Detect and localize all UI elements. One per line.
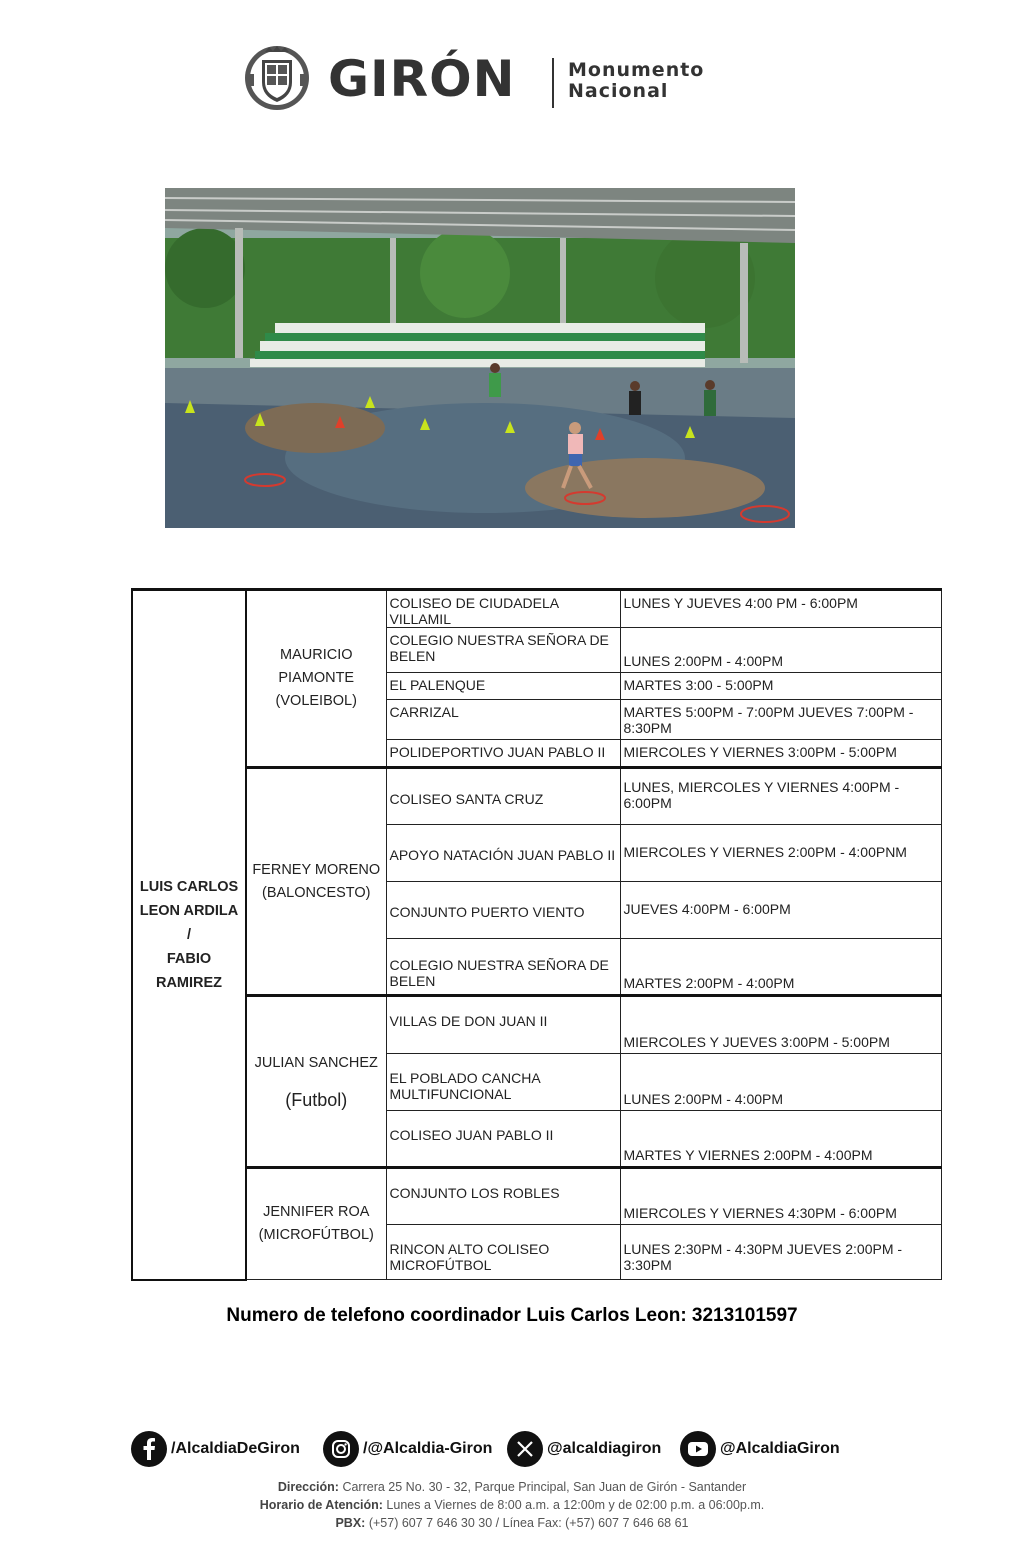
venue-cell: COLEGIO NUESTRA SEÑORA DE BELEN: [386, 939, 620, 996]
contact-info: [0, 1478, 1024, 1532]
hours-line: [0, 1496, 1024, 1514]
instructor-name: JENNIFER ROA: [263, 1204, 370, 1220]
venue-cell: APOYO NATACIÓN JUAN PABLO II: [386, 825, 620, 882]
instructor-cell: [246, 996, 386, 1168]
facebook-link[interactable]: [131, 1430, 300, 1468]
youtube-link[interactable]: [680, 1430, 840, 1468]
brand-name: GIRÓN: [328, 50, 516, 108]
instagram-icon: [323, 1431, 359, 1467]
instructor-sport: (MICROFÚTBOL): [258, 1227, 374, 1243]
schedule-cell: LUNES 2:00PM - 4:00PM: [620, 628, 941, 673]
x-link[interactable]: [507, 1430, 661, 1468]
coordinator-phone-line: Numero de telefono coordinador Luis Carlos Leon: 3213101597: [226, 1305, 798, 1326]
table-row: [132, 590, 941, 628]
venue-cell: CARRIZAL: [386, 700, 620, 740]
instructor-name: FERNEY MORENO: [252, 861, 381, 878]
social-links: [131, 1430, 891, 1468]
address-value: Carrera 25 No. 30 - 32, Parque Principal, San Juan de Girón - Santander: [342, 1480, 747, 1494]
venue-cell: CONJUNTO LOS ROBLES: [386, 1168, 620, 1225]
instructor-name: JULIAN SANCHEZ: [254, 1054, 378, 1071]
coordinator-cell: [132, 590, 246, 1280]
x-icon: [507, 1431, 543, 1467]
youtube-handle: @AlcaldiaGiron: [720, 1440, 840, 1457]
venue-cell: EL POBLADO CANCHA MULTIFUNCIONAL: [386, 1054, 620, 1111]
brand-subtitle-line2: Nacional: [568, 80, 669, 102]
instructor-sport: (VOLEIBOL): [275, 693, 357, 709]
venue-cell: COLISEO DE CIUDADELA VILLAMIL: [386, 590, 620, 628]
table-row: [132, 996, 941, 1054]
venue-cell: COLISEO JUAN PABLO II: [386, 1111, 620, 1168]
instagram-link[interactable]: [323, 1430, 492, 1468]
facebook-icon: [131, 1431, 167, 1467]
header: [240, 44, 760, 114]
schedule-cell: MARTES 5:00PM - 7:00PM JUEVES 7:00PM - 8:30PM: [620, 700, 941, 740]
schedule-cell: MARTES 3:00 - 5:00PM: [620, 673, 941, 700]
youtube-icon: [680, 1431, 716, 1467]
table-row: [132, 1168, 941, 1225]
venue-cell: VILLAS DE DON JUAN II: [386, 996, 620, 1054]
coat-of-arms-logo: [240, 44, 314, 112]
schedule-cell: MIERCOLES Y VIERNES 4:30PM - 6:00PM: [620, 1168, 941, 1225]
instructor-cell: [246, 590, 386, 768]
schedule-cell: MARTES Y VIERNES 2:00PM - 4:00PM: [620, 1111, 941, 1168]
address-label: Dirección:: [277, 1480, 339, 1494]
hours-label: Horario de Atención:: [259, 1498, 383, 1512]
hours-value: Lunes a Viernes de 8:00 a.m. a 12:00m y de 02:00 p.m. a 06:00p.m.: [386, 1498, 765, 1512]
instructor-sport: (BALONCESTO): [261, 884, 371, 901]
schedule-cell: MIERCOLES Y JUEVES 3:00PM - 5:00PM: [620, 996, 941, 1054]
instructor-cell: [246, 768, 386, 996]
instructor-sport: (Futbol): [285, 1089, 348, 1110]
schedule-cell: MARTES 2:00PM - 4:00PM: [620, 939, 941, 996]
sports-court-photo: [165, 188, 795, 528]
schedule-table: [131, 588, 942, 1281]
pbx-line: [0, 1514, 1024, 1532]
schedule-cell: MIERCOLES Y VIERNES 2:00PM - 4:00PNM: [620, 825, 941, 882]
schedule-cell: JUEVES 4:00PM - 6:00PM: [620, 882, 941, 939]
brand-subtitle: [568, 60, 704, 102]
brand-subtitle-line1: Monumento: [568, 59, 705, 81]
venue-cell: CONJUNTO PUERTO VIENTO: [386, 882, 620, 939]
venue-cell: RINCON ALTO COLISEO MICROFÚTBOL: [386, 1225, 620, 1280]
schedule-cell: LUNES Y JUEVES 4:00 PM - 6:00PM: [620, 590, 941, 628]
schedule-cell: LUNES, MIERCOLES Y VIERNES 4:00PM - 6:00PM: [620, 768, 941, 825]
venue-cell: COLEGIO NUESTRA SEÑORA DE BELEN: [386, 628, 620, 673]
instagram-handle: /@Alcaldia-Giron: [363, 1440, 493, 1457]
schedule-cell: LUNES 2:00PM - 4:00PM: [620, 1054, 941, 1111]
facebook-handle: /AlcaldiaDeGiron: [171, 1440, 300, 1457]
instructor-name: MAURICIO PIAMONTE: [278, 647, 355, 686]
pbx-label: PBX:: [335, 1516, 366, 1530]
header-divider: [552, 58, 554, 108]
schedule-cell: MIERCOLES Y VIERNES 3:00PM - 5:00PM: [620, 740, 941, 768]
address-line: [0, 1478, 1024, 1496]
table-row: [132, 768, 941, 825]
venue-cell: COLISEO SANTA CRUZ: [386, 768, 620, 825]
venue-cell: POLIDEPORTIVO JUAN PABLO II: [386, 740, 620, 768]
venue-cell: EL PALENQUE: [386, 673, 620, 700]
pbx-value: (+57) 607 7 646 30 30 / Línea Fax: (+57) 607 7 646 68 61: [368, 1516, 689, 1530]
instructor-cell: [246, 1168, 386, 1280]
coordinator-name-line1: LUIS CARLOS: [139, 878, 239, 895]
coordinator-name-line2: LEON ARDILA /: [139, 902, 239, 943]
x-handle: @alcaldiagiron: [547, 1440, 662, 1457]
coordinator-name-line3: FABIO RAMIREZ: [155, 950, 223, 991]
schedule-cell: LUNES 2:30PM - 4:30PM JUEVES 2:00PM - 3:30PM: [620, 1225, 941, 1280]
